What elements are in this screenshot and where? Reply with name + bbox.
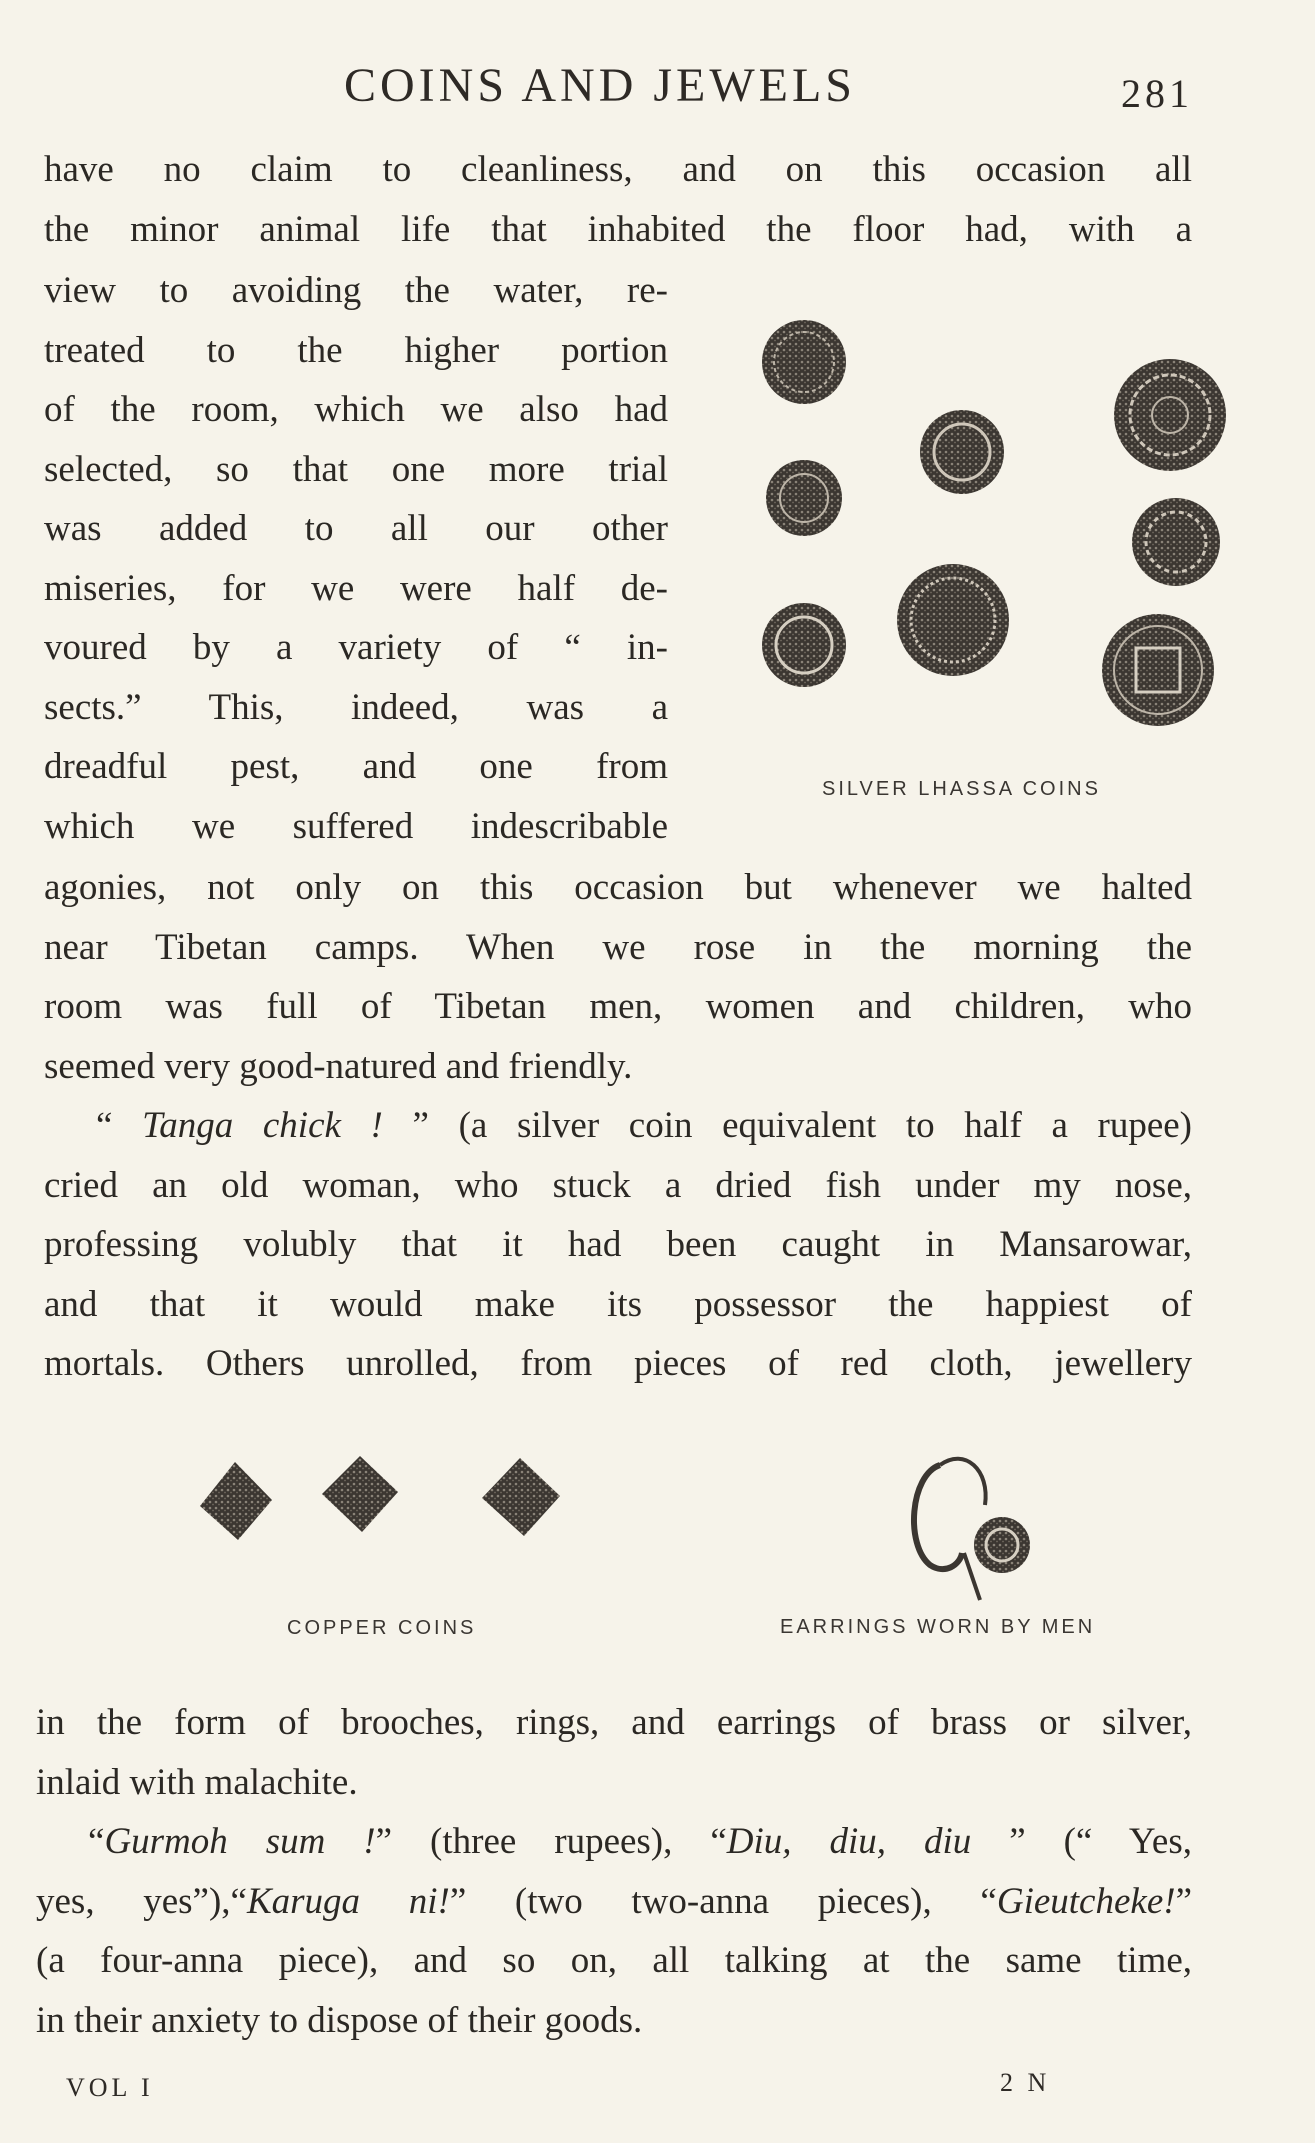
quote-mark: “ (96, 1105, 143, 1146)
quote-mark: ” (382, 1105, 429, 1146)
text-line: and that it would make its possessor the happiest of (44, 1283, 1192, 1325)
text-line: miseries, for we were half de- (44, 567, 668, 609)
text-line (44, 1096, 1192, 1156)
text-line: mortals. Others unrolled, from pieces of red cloth, jewellery (44, 1343, 1192, 1384)
paragraph-top (44, 140, 1192, 259)
silver-coin (897, 564, 1009, 676)
text-line: seemed very good-natured and friendly. (44, 1045, 633, 1087)
text-line: voured by a variety of “ in- (44, 627, 668, 668)
text-line: cried an old woman, who stuck a dried fish under my nose, (44, 1164, 1192, 1206)
italic-phrase: Gieutcheke! (996, 1880, 1176, 1922)
text-line: selected, so that one more trial (44, 448, 668, 490)
earring-illustration (890, 1435, 1050, 1615)
italic-phrase: Diu, diu, diu (726, 1821, 972, 1862)
copper-coin (482, 1458, 560, 1536)
text-run: ” (“ Yes, (971, 1821, 1192, 1862)
page-number: 281 (1121, 71, 1193, 116)
text-line: room was full of Tibetan men, women and children, who (44, 986, 1192, 1027)
text-line: inlaid with malachite. (36, 1761, 358, 1803)
text-line (36, 1872, 1192, 1932)
running-head (0, 58, 1315, 118)
text-line: in their anxiety to dispose of their goods. (36, 1999, 643, 2041)
text-run: ” (two two-anna pieces), “ (449, 1880, 997, 1922)
paragraph-bottom (36, 1693, 1192, 2050)
text-line: treated to the higher portion (44, 329, 668, 371)
text-line: of the room, which we also had (44, 389, 668, 430)
caption-copper-coins: COPPER COINS (287, 1617, 477, 1639)
silver-lhassa-coins-illustration (740, 300, 1240, 730)
silver-coin (762, 603, 846, 687)
text-line: have no claim to cleanliness, and on this occasion all (44, 149, 1192, 190)
text-line: in the form of brooches, rings, and earrings of brass or silver, (36, 1702, 1192, 1743)
text-line: agonies, not only on this occasion but whenever we halted (44, 867, 1192, 908)
italic-phrase: Tanga chick ! (142, 1105, 383, 1146)
text-run: ” (1175, 1880, 1192, 1922)
text-line: which we suffered indescribable (44, 805, 668, 847)
paragraph-middle (44, 858, 1192, 1394)
text-line: view to avoiding the water, re- (44, 270, 668, 311)
text-run: ” (three rupees), “ (375, 1821, 727, 1862)
text-line: professing volubly that it had been caught in Mansarowar, (44, 1224, 1192, 1265)
text-line: was added to all our other (44, 508, 668, 549)
text-line: dreadful pest, and one from (44, 746, 668, 787)
silver-coin (920, 410, 1004, 494)
text-line: (a four-anna piece), and so on, all talking at the same time, (36, 1940, 1192, 1981)
copper-coin (322, 1456, 398, 1532)
copper-coins-illustration (190, 1440, 590, 1580)
silver-coin (1102, 614, 1214, 726)
italic-phrase: Gurmoh sum ! (104, 1821, 376, 1862)
silver-coin (1114, 359, 1226, 471)
text-run: (a silver coin equivalent to half a rupee) (428, 1105, 1192, 1146)
text-run: yes, yes”),“ (36, 1880, 247, 1922)
caption-silver-coins: SILVER LHASSA COINS (822, 778, 1101, 800)
text-line (36, 1812, 1192, 1872)
quote-mark: “ (88, 1821, 105, 1862)
text-line: sects.” This, indeed, was a (44, 686, 668, 728)
footer-signature: 2 N (1000, 2068, 1051, 2097)
footer-volume: VOL I (66, 2073, 154, 2102)
copper-coin (200, 1462, 272, 1540)
running-head-title: COINS AND JEWELS (343, 59, 856, 112)
silver-coin (766, 460, 842, 536)
italic-phrase: Karuga ni! (246, 1880, 450, 1922)
caption-earrings: EARRINGS WORN BY MEN (780, 1616, 1096, 1638)
silver-coin (1132, 498, 1220, 586)
paragraph-wrapped-around-figure (44, 261, 668, 856)
silver-coin (762, 320, 846, 404)
text-line: near Tibetan camps. When we rose in the morning the (44, 926, 1192, 968)
text-line: the minor animal life that inhabited the floor had, with a (44, 208, 1192, 250)
